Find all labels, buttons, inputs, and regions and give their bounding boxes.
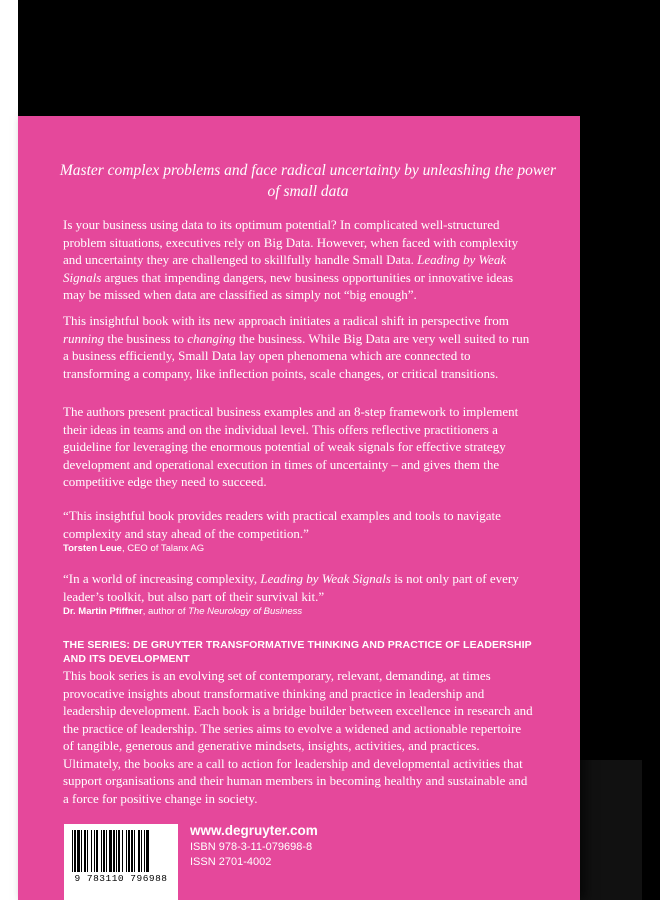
barcode-bar bbox=[91, 830, 92, 872]
barcode-bar bbox=[134, 830, 135, 872]
book-back-cover bbox=[18, 116, 580, 900]
description-paragraph-3 bbox=[63, 403, 535, 491]
barcode-bar bbox=[109, 830, 112, 872]
italic-text-run: running bbox=[63, 330, 105, 346]
barcode-number: 9 783110 796988 bbox=[74, 873, 168, 884]
tagline: Master complex problems and face radical uncertainty by unleashing the power of small data bbox=[59, 162, 557, 200]
barcode-bar bbox=[74, 830, 76, 872]
text-run: “In a world of increasing complexity, bbox=[63, 571, 261, 586]
text-run: the business. While Big Data are very well suited to run a business efficiently, Small Data lay open phenomena which are connected to transforming a company, like inflection points, scale changes, or critical transitions. bbox=[63, 330, 530, 381]
quote-author-book: The Neurology of Business bbox=[188, 606, 303, 617]
issn-number: ISSN 2701-4002 bbox=[190, 856, 272, 868]
barcode-bar bbox=[87, 830, 88, 872]
text-run: The authors present practical business examples and an 8-step framework to implement their ideas in teams and on the individual level. This offers reflective practitioners a guideline for leveraging the enormous potential of weak signals for effective strategy development and operational execution in times of uncertainty – and gives them the competitive edge they need to succeed. bbox=[63, 404, 519, 489]
barcode-bar bbox=[103, 830, 105, 872]
barcode-bar bbox=[144, 830, 145, 872]
description-paragraph-1 bbox=[63, 216, 535, 304]
text-run: the business to bbox=[104, 330, 188, 346]
barcode-bar bbox=[141, 830, 142, 872]
barcode-bar bbox=[72, 830, 73, 872]
barcode-bar bbox=[118, 830, 120, 872]
isbn-barcode bbox=[64, 824, 178, 900]
barcode-bar bbox=[106, 830, 107, 872]
quote-author: Torsten Leue bbox=[63, 543, 122, 554]
text-run: “This insightful book provides readers with practical examples and tools to navigate complexity and stay ahead of the competition.” bbox=[63, 508, 501, 541]
publisher-info bbox=[190, 822, 318, 870]
barcode-bar bbox=[94, 830, 95, 872]
endorsement-quote-1 bbox=[63, 507, 535, 555]
quote-text bbox=[63, 507, 535, 542]
barcode-bar bbox=[101, 830, 102, 872]
barcode-bar bbox=[131, 830, 133, 872]
isbn-number: ISBN 978-3-11-079698-8 bbox=[190, 841, 313, 853]
italic-text-run: changing bbox=[187, 330, 236, 346]
quote-attribution bbox=[63, 542, 535, 555]
barcode-bar bbox=[116, 830, 117, 872]
barcode-bar bbox=[84, 830, 86, 872]
text-run: is not only part of every leader’s toolkit, but also part of their survival kit.” bbox=[63, 571, 519, 604]
quote-author-role: , author of bbox=[142, 606, 189, 617]
publisher-url[interactable]: www.degruyter.com bbox=[190, 823, 318, 838]
barcode-bar bbox=[128, 830, 130, 872]
endorsement-quote-2 bbox=[63, 570, 535, 618]
description-paragraph-2 bbox=[63, 312, 535, 382]
barcode-bar bbox=[138, 830, 140, 872]
quote-attribution bbox=[63, 605, 535, 618]
quote-author: Dr. Martin Pfiffner bbox=[63, 606, 143, 617]
barcode-bar bbox=[77, 830, 80, 872]
text-run: This insightful book with its new approach initiates a radical shift in perspective from bbox=[63, 313, 509, 328]
text-run: Is your business using data to its optimum potential? In complicated well-structured problem situations, executives rely on Big Data. However, when faced with complexity and uncertainty they are challenged to skillfully handle Small Data. bbox=[63, 217, 519, 267]
italic-text-run: Leading by Weak Signals bbox=[260, 571, 391, 586]
barcode-bar bbox=[146, 830, 149, 872]
series-heading: THE SERIES: DE GRUYTER TRANSFORMATIVE THINKING AND PRACTICE OF LEADERSHIP AND ITS DEVELOPMENT bbox=[63, 639, 532, 665]
barcode-bar bbox=[113, 830, 115, 872]
barcode-bar bbox=[81, 830, 82, 872]
series-description bbox=[63, 667, 535, 807]
italic-text-run: Leading by Weak Signals bbox=[63, 252, 507, 285]
text-run: This book series is an evolving set of contemporary, relevant, demanding, at times provocative insights about transformative thinking and practice in leadership and leadership development. Each book is a bridge builder between excellence in research and the practice of leadership. The series aims to evolve a widened and actionable repertoire of tangible, generous and generative mindsets, insights, activities, and practices. Ultimately, the books are a call to action for leadership and developmental activities that support organisations and their human members in becoming healthy and sustainable and a force for positive change in society. bbox=[63, 668, 533, 806]
quote-text bbox=[63, 570, 535, 605]
text-run: argues that impending dangers, new business opportunities or innovative ideas may be missed when data are classified as simply not “big enough”. bbox=[63, 269, 514, 302]
barcode-bar bbox=[96, 830, 98, 872]
barcode-bar bbox=[126, 830, 127, 872]
spine-edge bbox=[580, 760, 642, 900]
quote-author-role: , CEO of Talanx AG bbox=[121, 543, 205, 554]
barcode-bar bbox=[122, 830, 123, 872]
barcode-bars bbox=[70, 830, 172, 872]
